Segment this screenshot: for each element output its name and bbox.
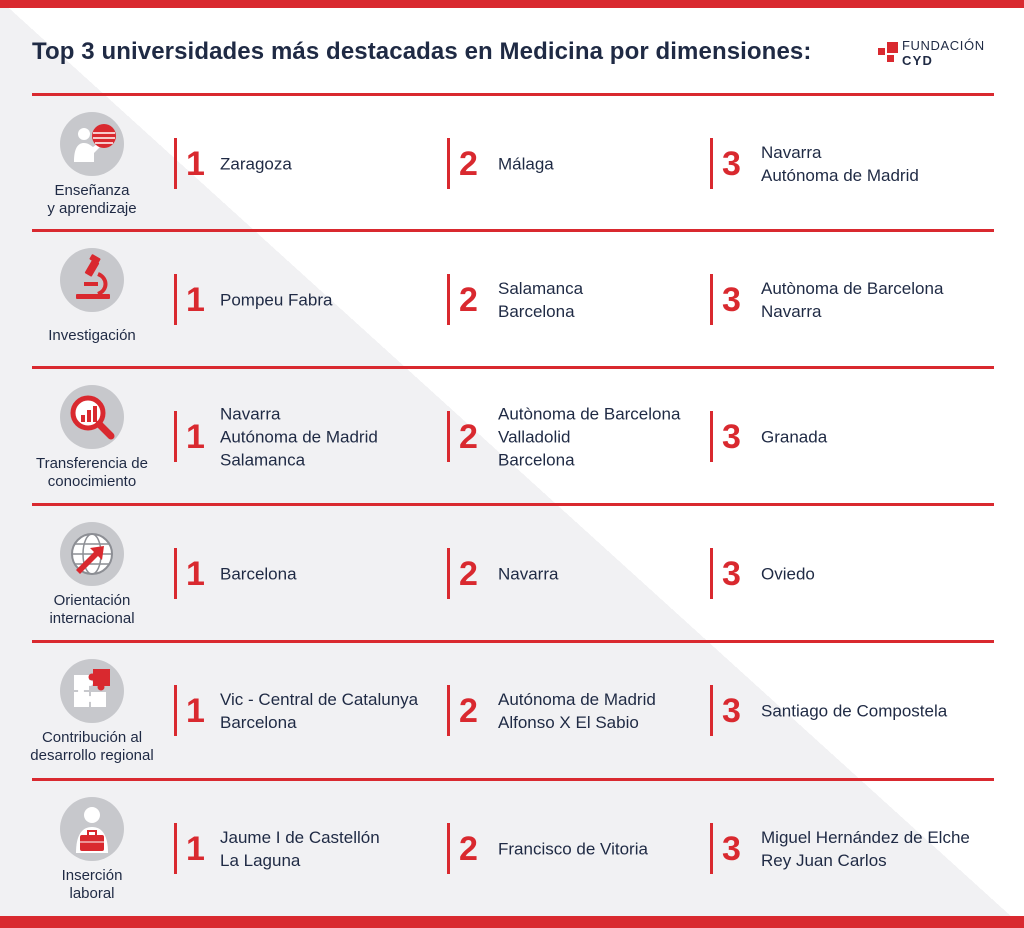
rank-number: 2 <box>459 829 478 868</box>
rank-number: 3 <box>722 144 741 183</box>
rank-number: 3 <box>722 691 741 730</box>
dimension-label-line: Enseñanza <box>54 182 130 199</box>
dimension-label-line: Orientación <box>53 592 131 609</box>
logo-line1: FUNDACIÓN <box>902 38 985 53</box>
rank-number: 1 <box>186 280 205 319</box>
university-name: Francisco de Vitoria <box>498 839 648 858</box>
university-name: Navarra <box>761 301 822 321</box>
university-name: Autónoma de Madrid <box>761 165 919 185</box>
rank-number: 3 <box>722 417 741 456</box>
dimension-label <box>8 592 176 628</box>
university-list <box>761 425 827 448</box>
university-list <box>220 826 380 872</box>
university-name: Navarra <box>761 142 822 162</box>
university-name: Oviedo <box>761 564 815 583</box>
dimension-label-line: conocimiento <box>47 473 137 490</box>
university-name: Autònoma de Barcelona <box>498 404 681 423</box>
dimension-row <box>0 232 1024 367</box>
rank-number: 1 <box>186 144 205 183</box>
rank-number: 2 <box>459 280 478 319</box>
university-list <box>761 699 947 722</box>
top-accent-bar <box>0 0 1024 8</box>
university-name: Navarra <box>498 564 559 583</box>
rank-number: 1 <box>186 417 205 456</box>
university-list <box>220 402 378 471</box>
university-name: Zaragoza <box>220 154 292 173</box>
rank-number: 3 <box>722 280 741 319</box>
dimension-label <box>8 182 176 218</box>
dimension-label <box>8 867 176 903</box>
university-name: Alfonso X El Sabio <box>498 712 639 732</box>
university-list <box>761 141 919 187</box>
page-title: Top 3 universidades más destacadas en Medicina por dimensiones: <box>32 38 812 65</box>
rank-number: 2 <box>459 417 478 456</box>
microscope-icon <box>60 248 124 312</box>
university-name: Barcelona <box>498 450 575 469</box>
rank-number: 1 <box>186 829 205 868</box>
university-name: Granada <box>761 427 828 446</box>
university-name: Pompeu Fabra <box>220 290 333 309</box>
logo-line2: CYD <box>902 53 934 68</box>
dimension-row <box>0 781 1024 916</box>
university-name: Santiago de Compostela <box>761 701 948 720</box>
dimension-label-line: Transferencia de <box>35 455 148 472</box>
teacher-board-icon <box>60 112 124 176</box>
puzzle-icon <box>60 659 124 723</box>
university-list <box>220 688 418 734</box>
university-name: Salamanca <box>498 278 584 298</box>
worker-briefcase-icon <box>60 797 124 861</box>
university-name: Navarra <box>220 404 281 423</box>
university-name: Jaume I de Castellón <box>220 827 380 847</box>
university-list <box>498 688 656 734</box>
university-name: Barcelona <box>498 301 575 321</box>
university-name: Rey Juan Carlos <box>761 850 887 870</box>
university-list <box>498 277 583 323</box>
dimension-label <box>8 327 176 345</box>
dimension-row <box>0 369 1024 504</box>
dimension-label-line: Investigación <box>48 327 136 344</box>
university-list <box>761 826 970 872</box>
university-name: Málaga <box>498 154 554 173</box>
dimension-row <box>0 643 1024 778</box>
university-name: Autónoma de Madrid <box>220 427 378 446</box>
dimension-row <box>0 506 1024 641</box>
university-name: Autónoma de Madrid <box>498 689 656 709</box>
dimension-label-line: desarrollo regional <box>30 747 154 764</box>
university-list <box>220 288 332 311</box>
dimension-label-line: Contribución al <box>41 729 143 746</box>
university-list <box>220 152 292 175</box>
rank-number: 3 <box>722 554 741 593</box>
globe-arrow-icon <box>60 522 124 586</box>
university-list <box>498 837 648 860</box>
university-name: Vic - Central de Catalunya <box>220 689 419 709</box>
university-name: Miguel Hernández de Elche <box>761 827 970 847</box>
university-list <box>498 152 554 175</box>
university-name: Valladolid <box>498 427 571 446</box>
rank-number: 1 <box>186 554 205 593</box>
rank-number: 1 <box>186 691 205 730</box>
university-name: Barcelona <box>220 712 297 732</box>
university-list <box>498 562 558 585</box>
university-list <box>498 402 680 471</box>
fundacion-cyd-logo <box>878 38 1008 68</box>
university-name: Autònoma de Barcelona <box>761 278 944 298</box>
rank-number: 2 <box>459 691 478 730</box>
magnifier-chart-icon <box>60 385 124 449</box>
bottom-accent-bar <box>0 916 1024 928</box>
university-list <box>220 562 297 585</box>
rank-number: 3 <box>722 829 741 868</box>
dimension-label <box>8 729 176 765</box>
dimension-label <box>8 455 176 491</box>
logo-mark-icon <box>878 42 898 62</box>
dimension-label-line: internacional <box>49 610 135 627</box>
rank-number: 2 <box>459 144 478 183</box>
dimension-label-line: laboral <box>69 885 115 902</box>
university-name: Barcelona <box>220 564 297 583</box>
university-name: La Laguna <box>220 850 301 870</box>
university-list <box>761 562 815 585</box>
rank-number: 2 <box>459 554 478 593</box>
dimension-label-line: y aprendizaje <box>47 200 137 217</box>
university-list <box>761 277 943 323</box>
university-name: Salamanca <box>220 450 306 469</box>
dimension-label-line: Inserción <box>61 867 123 884</box>
dimension-row <box>0 96 1024 231</box>
